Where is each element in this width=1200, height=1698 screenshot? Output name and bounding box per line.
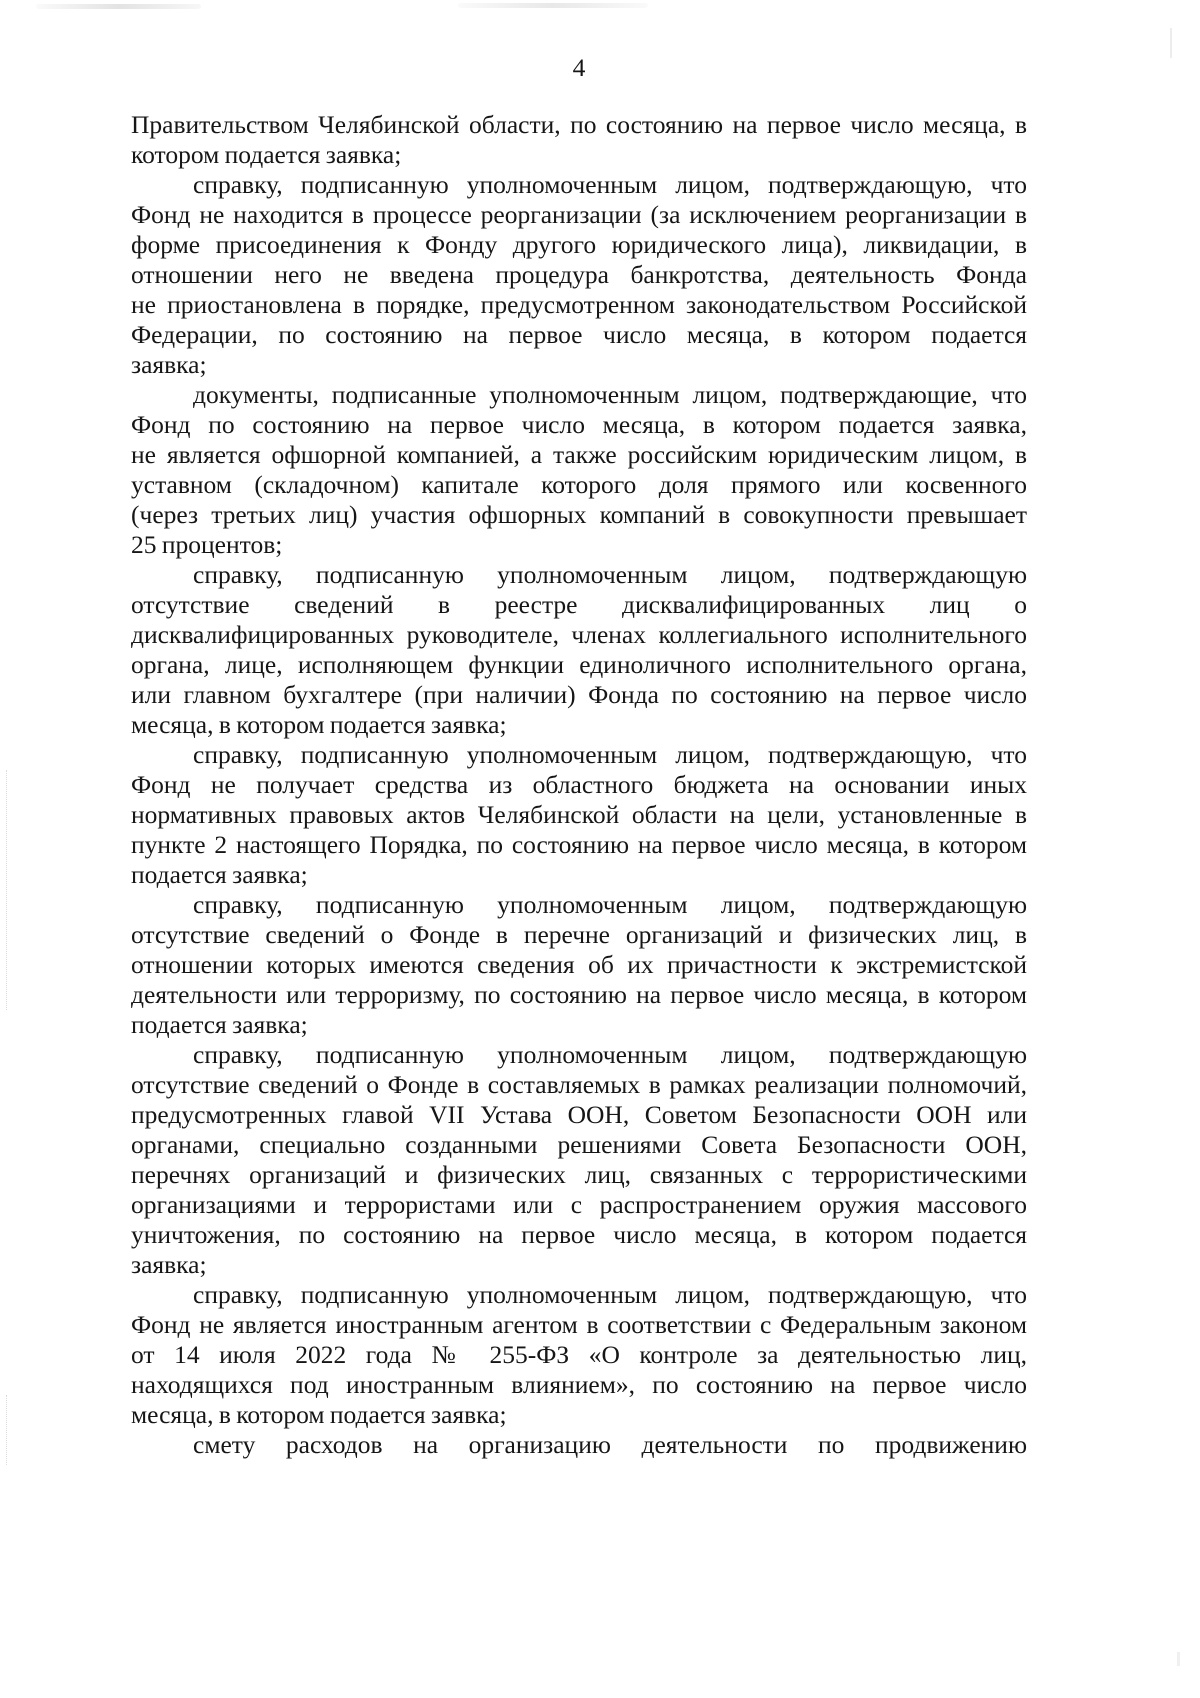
text-line: справку, подписанную уполномоченным лицом, подтверждающую <box>193 1040 1027 1069</box>
text-line: справку, подписанную уполномоченным лицом, подтверждающую, что <box>193 740 1027 769</box>
text-line: пункте 2 настоящего Порядка, по состоянию на первое число месяца, в котором <box>131 830 1027 859</box>
text-line: заявка; <box>131 350 207 379</box>
text-line: отсутствие сведений о Фонде в составляемых в рамках реализации полномочий, <box>131 1070 1027 1099</box>
scan-artifact <box>1177 1652 1180 1666</box>
text-line: справку, подписанную уполномоченным лицом, подтверждающую <box>193 890 1027 919</box>
paragraph <box>131 1040 1027 1280</box>
text-line: Фонд не находится в процессе реорганизации (за исключением реорганизации в <box>131 200 1027 229</box>
text-line: документы, подписанные уполномоченным лицом, подтверждающие, что <box>193 380 1027 409</box>
text-line: находящихся под иностранным влиянием», по состоянию на первое число <box>131 1370 1027 1399</box>
text-line: справку, подписанную уполномоченным лицом, подтверждающую, что <box>193 1280 1027 1309</box>
text-line: или главном бухгалтере (при наличии) Фонда по состоянию на первое число <box>131 680 1027 709</box>
paragraph <box>131 380 1027 560</box>
text-line: форме присоединения к Фонду другого юридического лица), ликвидации, в <box>131 230 1027 259</box>
text-line: Фонд не является иностранным агентом в соответствии с Федеральным законом <box>131 1310 1027 1339</box>
page-number: 4 <box>572 53 586 82</box>
text-line: не приостановлена в порядке, предусмотренном законодательством Российской <box>131 290 1027 319</box>
text-line: отсутствие сведений о Фонде в перечне организаций и физических лиц, в <box>131 920 1027 949</box>
text-line: уничтожения, по состоянию на первое число месяца, в котором подается <box>131 1220 1027 1249</box>
text-line: подается заявка; <box>131 860 308 889</box>
text-line: организациями и террористами или с распространением оружия массового <box>131 1190 1027 1219</box>
scan-artifact <box>6 770 7 1010</box>
text-line: заявка; <box>131 1250 207 1279</box>
text-line: справку, подписанную уполномоченным лицом, подтверждающую, что <box>193 170 1027 199</box>
text-line: котором подается заявка; <box>131 140 402 169</box>
scan-artifact <box>1170 28 1172 58</box>
text-line: отношении него не введена процедура банкротства, деятельность Фонда <box>131 260 1027 289</box>
scan-artifact <box>6 1395 7 1465</box>
paragraph <box>131 890 1027 1040</box>
text-line: справку, подписанную уполномоченным лицом, подтверждающую <box>193 560 1027 589</box>
paragraph <box>131 1280 1027 1430</box>
scan-artifact <box>458 3 648 8</box>
text-line: отсутствие сведений в реестре дисквалифицированных лиц о <box>131 590 1027 619</box>
text-line: (через третьих лиц) участия офшорных компаний в совокупности превышает <box>131 500 1027 529</box>
text-line: месяца, в котором подается заявка; <box>131 710 507 739</box>
text-line: органами, специально созданными решениями Совета Безопасности ООН, <box>131 1130 1027 1159</box>
text-line: Фонд не получает средства из областного бюджета на основании иных <box>131 770 1027 799</box>
text-line: перечнях организаций и физических лиц, связанных с террористическими <box>131 1160 1027 1189</box>
text-line: органа, лице, исполняющем функции единоличного исполнительного органа, <box>131 650 1027 679</box>
text-line: отношении которых имеются сведения об их причастности к экстремистской <box>131 950 1027 979</box>
text-line: нормативных правовых актов Челябинской области на цели, установленные в <box>131 800 1027 829</box>
text-line: деятельности или терроризму, по состоянию на первое число месяца, в котором <box>131 980 1027 1009</box>
text-line: Фонд по состоянию на первое число месяца, в котором подается заявка, <box>131 410 1027 439</box>
paragraph <box>131 170 1027 380</box>
paragraph <box>131 1430 1027 1460</box>
document-body <box>131 110 1027 1460</box>
text-line: предусмотренных главой VII Устава ООН, Советом Безопасности ООН или <box>131 1100 1027 1129</box>
text-line: дисквалифицированных руководителе, членах коллегиального исполнительного <box>131 620 1027 649</box>
text-line: от 14 июля 2022 года № 255-ФЗ «О контроле за деятельностью лиц, <box>131 1340 1027 1369</box>
scan-artifact <box>36 4 201 9</box>
text-line: 25 процентов; <box>131 530 283 559</box>
paragraph <box>131 740 1027 890</box>
text-line: месяца, в котором подается заявка; <box>131 1400 507 1429</box>
paragraph <box>131 560 1027 740</box>
paragraph <box>131 110 1027 170</box>
text-line: Федерации, по состоянию на первое число месяца, в котором подается <box>131 320 1027 349</box>
text-line: подается заявка; <box>131 1010 308 1039</box>
text-line: Правительством Челябинской области, по состоянию на первое число месяца, в <box>131 110 1027 139</box>
text-line: смету расходов на организацию деятельности по продвижению <box>193 1430 1027 1459</box>
text-line: уставном (складочном) капитале которого доля прямого или косвенного <box>131 470 1027 499</box>
text-line: не является офшорной компанией, а также российским юридическим лицом, в <box>131 440 1027 469</box>
